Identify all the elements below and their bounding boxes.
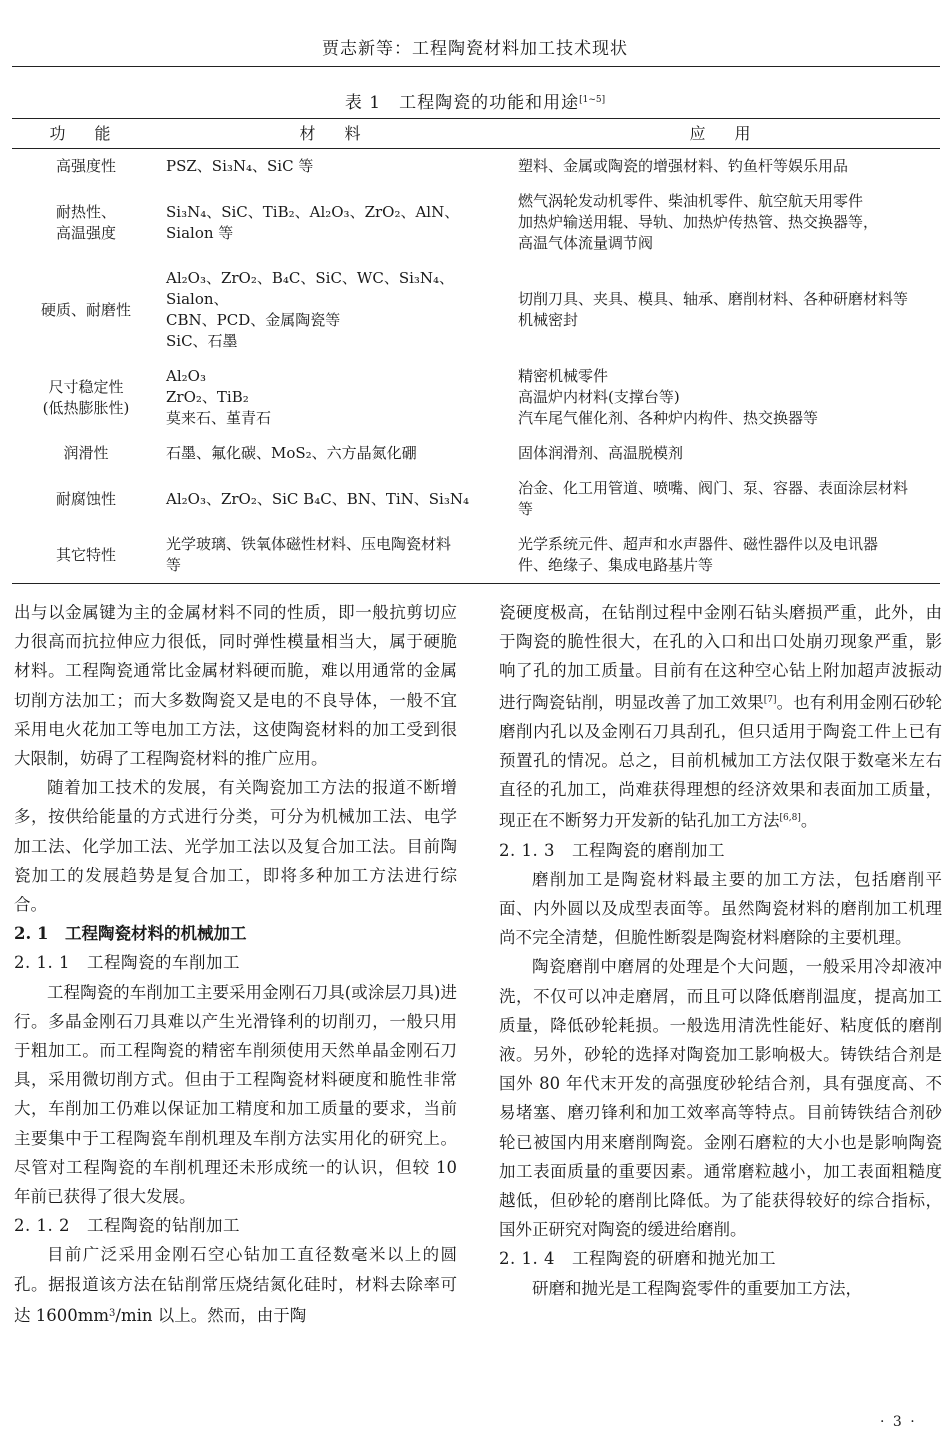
col-header-use: 应 用	[512, 119, 940, 149]
paragraph-text: 目前广泛采用金刚石空心钻加工直径数毫米以上的圆孔。据报道该方法在钻削常压烧结氮化硅时，材料去除率可达 1600mm	[14, 1245, 457, 1325]
cell-line: SiC、石墨	[166, 332, 238, 350]
col-header-material: 材 料	[160, 119, 512, 149]
paragraph: 磨削加工是陶瓷材料最主要的加工方法，包括磨削平面、内外圆以及成型表面等。虽然陶瓷材料的磨削加工机理尚不完全清楚，但脆性断裂是陶瓷材料磨除的主要机理。	[499, 869, 942, 948]
cell-use	[512, 436, 940, 471]
table-caption-text: 表 1 工程陶瓷的功能和用途	[344, 93, 580, 113]
functions-table	[12, 118, 940, 584]
cell-line: 等	[166, 556, 182, 574]
cell-use	[512, 149, 940, 185]
header-rule	[12, 66, 940, 67]
superscript: 3	[109, 1307, 116, 1319]
table-row	[12, 261, 940, 359]
cell-line: 高温气体流量调节阀	[518, 234, 654, 252]
table-row	[12, 436, 940, 471]
citation: [7]	[763, 694, 777, 705]
cell-line: Si₃N₄、SiC、TiB₂、Al₂O₃、ZrO₂、AlN、Sialon 等	[166, 202, 460, 242]
right-column	[499, 598, 942, 1303]
cell-line: Al₂O₃	[166, 367, 206, 385]
paragraph: 陶瓷磨削中磨屑的处理是个大问题，一般采用冷却液冲洗，不仅可以冲走磨屑，而且可以降低磨削温度，提高加工质量，降低砂轮耗损。一般选用清洗性能好、粘度低的磨削液。另外，砂轮的选择对陶瓷加工影响极大。铸铁结合剂是国外 80 年代末开发的高强度砂轮结合剂，具有强度高、不易堵塞、磨刃锋利和加工效率高等特点。目前铸铁结合剂砂轮已被国内用来磨削陶瓷。金刚石磨粒的大小也是影响陶瓷加工表面质量的重要因素。通常磨粒越小，加工表面粗糙度越低，但砂轮的磨削比降低。为了能获得较好的综合指标，国外正研究对陶瓷的缓进给磨削。	[499, 957, 942, 1240]
subsection-heading: 2. 1. 1 工程陶瓷的车削加工	[14, 953, 240, 973]
cell-function	[12, 184, 160, 261]
cell-line: 光学系统元件、超声和水声器件、磁性器件以及电讯器	[518, 535, 879, 553]
cell-line: (低热膨胀性)	[42, 398, 130, 417]
subsection-heading: 2. 1. 3 工程陶瓷的磨削加工	[499, 840, 725, 860]
cell-line: Al₂O₃、ZrO₂、SiC B₄C、BN、TiN、Si₃N₄	[166, 489, 469, 508]
paragraph-text: 。	[800, 811, 818, 831]
cell-line: 件、绝缘子、集成电路基片等	[518, 556, 714, 574]
cell-line: 切削刀具、夹具、模具、轴承、磨削材料、各种研磨材料等	[518, 290, 909, 308]
cell-function	[12, 149, 160, 185]
cell-use	[512, 471, 940, 527]
paragraph-text: 瓷硬度极高，在钻削过程中金刚石钻头磨损严重，此外，由于陶瓷的脆性很大，在孔的入口和出口处崩刃现象严重，影响了孔的加工质量。目前有在这种空心钻上附加超声波振动进行陶瓷钻削，明显改善了加工效果	[499, 603, 942, 712]
cell-line: 精密机械零件	[518, 367, 609, 385]
cell-line: 石墨、氟化碳、MoS₂、六方晶氮化硼	[166, 444, 417, 462]
cell-material	[160, 527, 512, 584]
subsection-heading: 2. 1. 4 工程陶瓷的研磨和抛光加工	[499, 1249, 776, 1269]
cell-function	[12, 436, 160, 471]
paragraph: 随着加工技术的发展，有关陶瓷加工方法的报道不断增多，按供给能量的方式进行分类，可分为机械加工法、电学加工法、化学加工法、光学加工法以及复合加工法。目前陶瓷加工的发展趋势是复合加工，即将多种加工方法进行综合。	[14, 778, 457, 915]
cell-function	[12, 359, 160, 436]
cell-line: 莫来石、堇青石	[166, 409, 272, 427]
cell-line: Al₂O₃、ZrO₂、B₄C、SiC、WC、Si₃N₄、Sialon、	[166, 269, 455, 308]
cell-line: 耐热性、	[55, 202, 116, 221]
cell-material	[160, 149, 512, 185]
cell-line: 燃气涡轮发动机零件、柴油机零件、航空航天用零件	[518, 192, 864, 210]
cell-line: 塑料、金属或陶瓷的增强材料、钓鱼杆等娱乐用品	[518, 157, 849, 175]
cell-material	[160, 261, 512, 359]
cell-line: 其它特性	[55, 545, 116, 564]
cell-use	[512, 359, 940, 436]
cell-function	[12, 527, 160, 584]
paragraph	[14, 1240, 457, 1330]
paragraph-text: /min 以上。然而，由于陶	[115, 1305, 307, 1325]
cell-line: 机械密封	[518, 311, 579, 329]
cell-material	[160, 471, 512, 527]
cell-use	[512, 261, 940, 359]
table-row	[12, 359, 940, 436]
cell-line: ZrO₂、TiB₂	[166, 388, 249, 406]
cell-line: 汽车尾气催化剂、各种炉内构件、热交换器等	[518, 409, 819, 427]
cell-line: 高温炉内材料(支撑台等)	[518, 388, 680, 406]
cell-use	[512, 184, 940, 261]
table-header-row	[12, 119, 940, 149]
table-body	[12, 149, 940, 584]
col-header-function: 功 能	[12, 119, 160, 149]
cell-line: PSZ、Si₃N₄、SiC 等	[166, 157, 314, 175]
cell-line: 硬质、耐磨性	[40, 300, 131, 319]
running-header: 贾志新等：工程陶瓷材料加工技术现状	[322, 39, 628, 59]
cell-line: 光学玻璃、铁氧体磁性材料、压电陶瓷材料	[166, 535, 452, 553]
cell-material	[160, 184, 512, 261]
page-number: · 3 ·	[880, 1414, 917, 1430]
citation: [6,8]	[779, 813, 801, 824]
paragraph: 工程陶瓷的车削加工主要采用金刚石刀具(或涂层刀具)进行。多晶金刚石刀具难以产生光滑锋利的切削刃，一般只用于粗加工。而工程陶瓷的精密车削须使用天然单晶金刚石刀具，采用微切削方式。但由于工程陶瓷材料硬度和脆性非常大，车削加工仍难以保证加工精度和加工质量的要求，当前主要集中于工程陶瓷车削机理及车削方法实用化的研究上。尽管对工程陶瓷的车削机理还未形成统一的认识，但较 10 年前已获得了很大发展。	[14, 982, 457, 1207]
cell-line: 高温强度	[55, 223, 116, 242]
table-row	[12, 184, 940, 261]
cell-line: 冶金、化工用管道、喷嘴、阀门、泵、容器、表面涂层材料	[518, 479, 909, 497]
cell-line: 加热炉输送用辊、导轨、加热炉传热管、热交换器等，	[518, 213, 879, 231]
cell-function	[12, 261, 160, 359]
cell-material	[160, 436, 512, 471]
cell-line: 尺寸稳定性	[48, 377, 124, 396]
section-heading: 2. 1 工程陶瓷材料的机械加工	[14, 924, 247, 944]
table-row	[12, 471, 940, 527]
cell-line: 等	[518, 500, 534, 518]
table-row	[12, 149, 940, 185]
paragraph: 出与以金属键为主的金属材料不同的性质，即一般抗剪切应力很高而抗拉伸应力很低，同时弹性模量相当大，属于硬脆材料。工程陶瓷通常比金属材料硬而脆，难以用通常的金属切削方法加工；而大多数陶瓷又是电的不良导体，一般不宜采用电火花加工等电加工方法，这使陶瓷材料的加工受到很大限制，妨碍了工程陶瓷材料的推广应用。	[14, 603, 457, 769]
cell-line: 耐腐蚀性	[55, 489, 116, 508]
paragraph: 研磨和抛光是工程陶瓷零件的重要加工方法，	[532, 1278, 862, 1298]
cell-line: 润滑性	[63, 444, 109, 462]
left-column	[14, 598, 457, 1330]
paragraph-text: 。也有利用金刚石砂轮磨削内孔以及金刚石刀具刮孔，但只适用于陶瓷工件上已有预置孔的情况。总之，目前机械加工方法仅限于数毫米左右直径的孔加工，尚难获得理想的经济效果和表面加工质量，现正在不断努力开发新的钻孔加工方法	[499, 692, 943, 831]
cell-use	[512, 527, 940, 584]
table-row	[12, 527, 940, 584]
table-caption	[0, 88, 950, 113]
cell-function	[12, 471, 160, 527]
cell-material	[160, 359, 512, 436]
cell-line: 固体润滑剂、高温脱模剂	[518, 444, 684, 462]
cell-line: 高强度性	[55, 157, 116, 175]
subsection-heading: 2. 1. 2 工程陶瓷的钻削加工	[14, 1216, 240, 1236]
table-caption-ref: [1~5]	[579, 95, 606, 105]
paragraph	[499, 598, 942, 836]
cell-line: CBN、PCD、金属陶瓷等	[166, 311, 341, 329]
